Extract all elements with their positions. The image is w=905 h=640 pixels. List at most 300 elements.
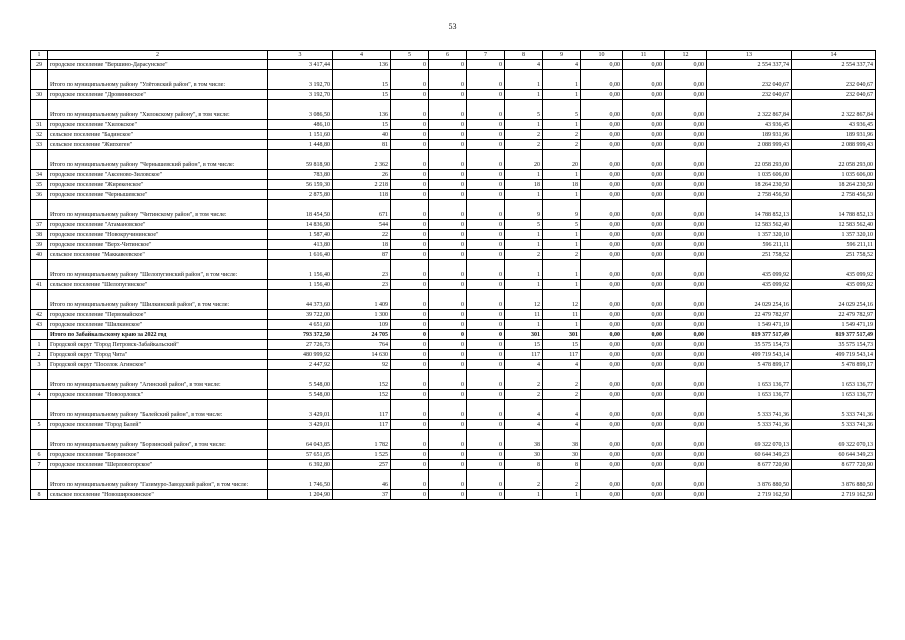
value-cell: 11: [543, 310, 581, 320]
value-cell: 5 333 741,36: [792, 420, 876, 430]
value-cell: 69 322 070,13: [707, 430, 792, 450]
value-cell: 0: [391, 400, 429, 420]
value-cell: 2: [505, 370, 543, 390]
value-cell: 301: [543, 330, 581, 340]
value-cell: 1 653 136,77: [792, 370, 876, 390]
value-cell: 18 264 230,50: [792, 180, 876, 190]
value-cell: 0: [429, 390, 467, 400]
value-cell: 1 156,40: [268, 280, 333, 290]
value-cell: 0,00: [581, 90, 623, 100]
value-cell: 9: [543, 200, 581, 220]
subtotal-row: [31, 430, 876, 450]
value-cell: 0: [467, 350, 505, 360]
name-cell: Городской округ "Город Чита": [48, 350, 268, 360]
value-cell: 0: [467, 420, 505, 430]
value-cell: 0: [391, 190, 429, 200]
row-number-cell: 1: [31, 340, 48, 350]
subtotal-row: [31, 400, 876, 420]
table-row: [31, 340, 876, 350]
name-cell: Городской округ "Поселок Агинское": [48, 360, 268, 370]
name-cell: Итого по муниципальному району "Балейский район", в том числе:: [48, 400, 268, 420]
value-cell: 0,00: [581, 330, 623, 340]
value-cell: 0,00: [581, 350, 623, 360]
value-cell: 0: [391, 150, 429, 170]
value-cell: 0,00: [665, 180, 707, 190]
value-cell: 0,00: [665, 240, 707, 250]
value-cell: 20: [543, 150, 581, 170]
name-cell: городское поселение "Верх-Читинское": [48, 240, 268, 250]
value-cell: 0,00: [665, 470, 707, 490]
value-cell: 0,00: [581, 190, 623, 200]
value-cell: 435 099,92: [707, 260, 792, 280]
value-cell: 0,00: [581, 130, 623, 140]
value-cell: 0,00: [665, 400, 707, 420]
value-cell: 30: [543, 450, 581, 460]
value-cell: 2 758 456,50: [792, 190, 876, 200]
row-number-cell: 43: [31, 320, 48, 330]
name-cell: городское поселение "Дровянинское": [48, 90, 268, 100]
value-cell: 5 548,00: [268, 370, 333, 390]
value-cell: 0: [391, 220, 429, 230]
value-cell: 1: [505, 240, 543, 250]
row-number-cell: 32: [31, 130, 48, 140]
value-cell: 0: [467, 280, 505, 290]
value-cell: 0,00: [665, 490, 707, 500]
value-cell: 2 554 337,74: [792, 60, 876, 70]
row-number-cell: 31: [31, 120, 48, 130]
value-cell: 64 043,85: [268, 430, 333, 450]
table-row: [31, 450, 876, 460]
value-cell: 8: [505, 460, 543, 470]
table-row: [31, 170, 876, 180]
value-cell: 2: [543, 140, 581, 150]
name-cell: городское поселение "Шилкинское": [48, 320, 268, 330]
value-cell: 0: [467, 470, 505, 490]
value-cell: 0,00: [623, 400, 665, 420]
value-cell: 0: [429, 150, 467, 170]
value-cell: 783,80: [268, 170, 333, 180]
column-number-4: 4: [333, 51, 391, 60]
value-cell: 0: [391, 370, 429, 390]
value-cell: 0,00: [581, 140, 623, 150]
value-cell: 1 653 136,77: [707, 370, 792, 390]
value-cell: 596 211,11: [792, 240, 876, 250]
value-cell: 0,00: [665, 280, 707, 290]
value-cell: 24 705: [333, 330, 391, 340]
value-cell: 544: [333, 220, 391, 230]
name-cell: городское поселение "Аксеново-Зиловское": [48, 170, 268, 180]
table-row: [31, 250, 876, 260]
value-cell: 2 719 162,50: [707, 490, 792, 500]
name-cell: городское поселение "Новокручининское": [48, 230, 268, 240]
value-cell: 0: [429, 180, 467, 190]
value-cell: 2 088 999,43: [707, 140, 792, 150]
value-cell: 2 554 337,74: [707, 60, 792, 70]
value-cell: 0,00: [665, 60, 707, 70]
value-cell: 0,00: [623, 470, 665, 490]
value-cell: 5 333 741,36: [707, 420, 792, 430]
value-cell: 3 086,50: [268, 100, 333, 120]
value-cell: 2 447,92: [268, 360, 333, 370]
value-cell: 0: [467, 340, 505, 350]
name-cell: Итого по муниципальному району "Чернышевский район", в том числе:: [48, 150, 268, 170]
value-cell: 0: [467, 450, 505, 460]
value-cell: 1: [505, 70, 543, 90]
value-cell: 0: [467, 60, 505, 70]
name-cell: городское поселение "Атамановское": [48, 220, 268, 230]
value-cell: 486,10: [268, 120, 333, 130]
value-cell: 26: [333, 170, 391, 180]
table-row: [31, 230, 876, 240]
value-cell: 0: [391, 350, 429, 360]
value-cell: 1 448,80: [268, 140, 333, 150]
column-number-11: 11: [623, 51, 665, 60]
value-cell: 152: [333, 390, 391, 400]
name-cell: городское поселение "Борзинское": [48, 450, 268, 460]
value-cell: 0,00: [581, 470, 623, 490]
value-cell: 1 653 136,77: [792, 390, 876, 400]
value-cell: 1: [505, 490, 543, 500]
value-cell: 60 644 349,23: [792, 450, 876, 460]
subtotal-row: [31, 470, 876, 490]
name-cell: Итого по Забайкальскому краю за 2022 год: [48, 330, 268, 340]
value-cell: 0,00: [623, 420, 665, 430]
value-cell: 0,00: [581, 370, 623, 390]
column-number-row: [31, 51, 876, 60]
value-cell: 0: [429, 190, 467, 200]
row-number-cell: 42: [31, 310, 48, 320]
value-cell: 0,00: [665, 290, 707, 310]
value-cell: 0,00: [665, 120, 707, 130]
value-cell: 0,00: [623, 60, 665, 70]
value-cell: 1: [505, 170, 543, 180]
value-cell: 12: [543, 290, 581, 310]
row-number-cell: 30: [31, 90, 48, 100]
value-cell: 0: [391, 260, 429, 280]
value-cell: 0,00: [665, 130, 707, 140]
row-number-cell: 6: [31, 450, 48, 460]
row-number-cell: [31, 200, 48, 220]
name-cell: Итого по муниципальному району "Агинский район", в том числе:: [48, 370, 268, 390]
value-cell: 0,00: [665, 420, 707, 430]
value-cell: 1 035 606,00: [792, 170, 876, 180]
value-cell: 232 040,67: [792, 90, 876, 100]
value-cell: 1 549 471,19: [792, 320, 876, 330]
value-cell: 1 035 606,00: [707, 170, 792, 180]
value-cell: 46: [333, 470, 391, 490]
value-cell: 0,00: [623, 330, 665, 340]
value-cell: 0: [467, 170, 505, 180]
value-cell: 0: [467, 130, 505, 140]
value-cell: 15: [543, 340, 581, 350]
value-cell: 22: [333, 230, 391, 240]
value-cell: 2: [505, 140, 543, 150]
row-number-cell: [31, 100, 48, 120]
value-cell: 3 429,01: [268, 420, 333, 430]
row-number-cell: 36: [31, 190, 48, 200]
value-cell: 819 377 517,49: [792, 330, 876, 340]
value-cell: 1: [543, 280, 581, 290]
value-cell: 0,00: [623, 150, 665, 170]
value-cell: 0: [391, 240, 429, 250]
value-cell: 0,00: [665, 350, 707, 360]
row-number-cell: 3: [31, 360, 48, 370]
value-cell: 0,00: [623, 230, 665, 240]
row-number-cell: 37: [31, 220, 48, 230]
value-cell: 0: [429, 340, 467, 350]
value-cell: 0: [391, 360, 429, 370]
value-cell: 60 644 349,23: [707, 450, 792, 460]
value-cell: 0,00: [581, 490, 623, 500]
value-cell: 22 479 782,97: [707, 310, 792, 320]
value-cell: 0: [391, 460, 429, 470]
value-cell: 0,00: [623, 280, 665, 290]
value-cell: 2: [543, 390, 581, 400]
value-cell: 0,00: [623, 260, 665, 280]
value-cell: 3 192,70: [268, 90, 333, 100]
name-cell: городское поселение "Чернышевское": [48, 190, 268, 200]
value-cell: 2 218: [333, 180, 391, 190]
value-cell: 0,00: [581, 430, 623, 450]
value-cell: 1: [543, 90, 581, 100]
value-cell: 24 029 254,16: [792, 290, 876, 310]
value-cell: 2: [543, 250, 581, 260]
row-number-cell: [31, 370, 48, 390]
value-cell: 0: [429, 240, 467, 250]
value-cell: 4: [505, 400, 543, 420]
row-number-cell: [31, 70, 48, 90]
value-cell: 0: [467, 330, 505, 340]
table-row: [31, 120, 876, 130]
value-cell: 0,00: [623, 460, 665, 470]
value-cell: 0,00: [665, 320, 707, 330]
value-cell: 0: [429, 330, 467, 340]
value-cell: 0,00: [623, 170, 665, 180]
value-cell: 0,00: [581, 320, 623, 330]
value-cell: 117: [333, 420, 391, 430]
value-cell: 6 392,80: [268, 460, 333, 470]
value-cell: 18: [333, 240, 391, 250]
value-cell: 3 429,01: [268, 400, 333, 420]
value-cell: 0,00: [623, 340, 665, 350]
value-cell: 0: [391, 320, 429, 330]
value-cell: 0: [429, 310, 467, 320]
row-number-cell: 4: [31, 390, 48, 400]
value-cell: 0,00: [623, 250, 665, 260]
table-row: [31, 460, 876, 470]
value-cell: 0,00: [623, 240, 665, 250]
value-cell: 0,00: [623, 220, 665, 230]
row-number-cell: [31, 430, 48, 450]
name-cell: сельское поселение "Новоширокинское": [48, 490, 268, 500]
value-cell: 0: [429, 130, 467, 140]
value-cell: 5: [505, 100, 543, 120]
value-cell: 3 876 880,50: [707, 470, 792, 490]
value-cell: 44 373,60: [268, 290, 333, 310]
value-cell: 435 099,92: [707, 280, 792, 290]
value-cell: 22 058 293,00: [792, 150, 876, 170]
value-cell: 1 616,40: [268, 250, 333, 260]
value-cell: 5 478 899,17: [707, 360, 792, 370]
value-cell: 0,00: [665, 230, 707, 240]
value-cell: 14 630: [333, 350, 391, 360]
value-cell: 4: [543, 360, 581, 370]
value-cell: 189 931,96: [707, 130, 792, 140]
name-cell: городское поселение "Вершино-Дарасунское": [48, 60, 268, 70]
name-cell: сельское поселение "Бадинское": [48, 130, 268, 140]
value-cell: 0,00: [665, 70, 707, 90]
value-cell: 0: [429, 70, 467, 90]
name-cell: Городской округ "Город Петровск-Забайкальский": [48, 340, 268, 350]
table-row: [31, 140, 876, 150]
value-cell: 0,00: [665, 100, 707, 120]
value-cell: 301: [505, 330, 543, 340]
table-row: [31, 220, 876, 230]
value-cell: 0,00: [581, 180, 623, 190]
value-cell: 117: [333, 400, 391, 420]
value-cell: 1: [505, 260, 543, 280]
value-cell: 0: [467, 370, 505, 390]
value-cell: 0,00: [665, 430, 707, 450]
value-cell: 39 722,00: [268, 310, 333, 320]
value-cell: 4: [505, 360, 543, 370]
value-cell: 1: [543, 240, 581, 250]
value-cell: 0: [391, 330, 429, 340]
value-cell: 0,00: [623, 370, 665, 390]
value-cell: 18 264 230,50: [707, 180, 792, 190]
value-cell: 0,00: [581, 340, 623, 350]
value-cell: 0: [467, 290, 505, 310]
value-cell: 1: [505, 230, 543, 240]
table-row: [31, 240, 876, 250]
name-cell: Итого по муниципальному району "Улётовский район", в том числе:: [48, 70, 268, 90]
value-cell: 0: [391, 290, 429, 310]
value-cell: 435 099,92: [792, 280, 876, 290]
value-cell: 3 192,70: [268, 70, 333, 90]
value-cell: 4: [543, 400, 581, 420]
value-cell: 0: [429, 230, 467, 240]
value-cell: 0: [391, 250, 429, 260]
value-cell: 0,00: [581, 150, 623, 170]
value-cell: 0,00: [581, 280, 623, 290]
value-cell: 1: [543, 230, 581, 240]
value-cell: 43 936,45: [792, 120, 876, 130]
value-cell: 189 931,96: [792, 130, 876, 140]
value-cell: 0: [429, 120, 467, 130]
value-cell: 0,00: [581, 100, 623, 120]
name-cell: Итого по муниципальному району "Шилкинский район", в том числе:: [48, 290, 268, 310]
value-cell: 37: [333, 490, 391, 500]
value-cell: 257: [333, 460, 391, 470]
value-cell: 0,00: [581, 460, 623, 470]
value-cell: 0,00: [623, 200, 665, 220]
value-cell: 1 549 471,19: [707, 320, 792, 330]
value-cell: 8 677 720,90: [792, 460, 876, 470]
value-cell: 0,00: [581, 310, 623, 320]
value-cell: 15: [333, 70, 391, 90]
value-cell: 27 726,73: [268, 340, 333, 350]
value-cell: 1 204,90: [268, 490, 333, 500]
value-cell: 23: [333, 260, 391, 280]
column-number-12: 12: [665, 51, 707, 60]
value-cell: 2: [543, 130, 581, 140]
value-cell: 92: [333, 360, 391, 370]
value-cell: 0: [391, 340, 429, 350]
column-number-5: 5: [391, 51, 429, 60]
value-cell: 0,00: [665, 450, 707, 460]
value-cell: 12: [505, 290, 543, 310]
value-cell: 1: [505, 90, 543, 100]
value-cell: 0: [467, 400, 505, 420]
column-number-13: 13: [707, 51, 792, 60]
value-cell: 22 479 782,97: [792, 310, 876, 320]
value-cell: 35 575 154,73: [707, 340, 792, 350]
value-cell: 499 719 543,14: [707, 350, 792, 360]
value-cell: 18: [543, 180, 581, 190]
value-cell: 2: [543, 370, 581, 390]
value-cell: 0,00: [665, 90, 707, 100]
value-cell: 0: [429, 200, 467, 220]
value-cell: 0,00: [581, 170, 623, 180]
value-cell: 0: [391, 280, 429, 290]
value-cell: 1: [543, 120, 581, 130]
row-number-cell: 5: [31, 420, 48, 430]
value-cell: 0: [391, 490, 429, 500]
value-cell: 764: [333, 340, 391, 350]
subtotal-row: [31, 290, 876, 310]
value-cell: 1 746,50: [268, 470, 333, 490]
value-cell: 5: [505, 220, 543, 230]
value-cell: 15: [333, 90, 391, 100]
table-row: [31, 280, 876, 290]
subtotal-row: [31, 370, 876, 390]
value-cell: 0: [391, 390, 429, 400]
value-cell: 1 653 136,77: [707, 390, 792, 400]
value-cell: 0,00: [665, 150, 707, 170]
value-cell: 1 300: [333, 310, 391, 320]
value-cell: 59 818,90: [268, 150, 333, 170]
value-cell: 0: [391, 60, 429, 70]
value-cell: 0: [429, 250, 467, 260]
column-number-3: 3: [268, 51, 333, 60]
value-cell: 56 159,30: [268, 180, 333, 190]
value-cell: 1: [543, 490, 581, 500]
value-cell: 0: [391, 100, 429, 120]
column-number-1: 1: [31, 51, 48, 60]
value-cell: 35 575 154,73: [792, 340, 876, 350]
column-number-7: 7: [467, 51, 505, 60]
value-cell: 4: [505, 60, 543, 70]
value-cell: 0: [391, 230, 429, 240]
value-cell: 81: [333, 140, 391, 150]
row-number-cell: 40: [31, 250, 48, 260]
value-cell: 0: [467, 360, 505, 370]
value-cell: 0: [429, 260, 467, 280]
value-cell: 0,00: [623, 120, 665, 130]
value-cell: 0,00: [665, 340, 707, 350]
value-cell: 2 758 456,50: [707, 190, 792, 200]
value-cell: 0,00: [665, 310, 707, 320]
value-cell: 0: [391, 450, 429, 460]
value-cell: 0,00: [665, 170, 707, 180]
value-cell: 3 876 880,50: [792, 470, 876, 490]
value-cell: 1: [543, 170, 581, 180]
value-cell: 87: [333, 250, 391, 260]
name-cell: городское поселение "Шерловогорское": [48, 460, 268, 470]
name-cell: городское поселение "Город Балей": [48, 420, 268, 430]
value-cell: 0,00: [665, 460, 707, 470]
value-cell: 18: [505, 180, 543, 190]
